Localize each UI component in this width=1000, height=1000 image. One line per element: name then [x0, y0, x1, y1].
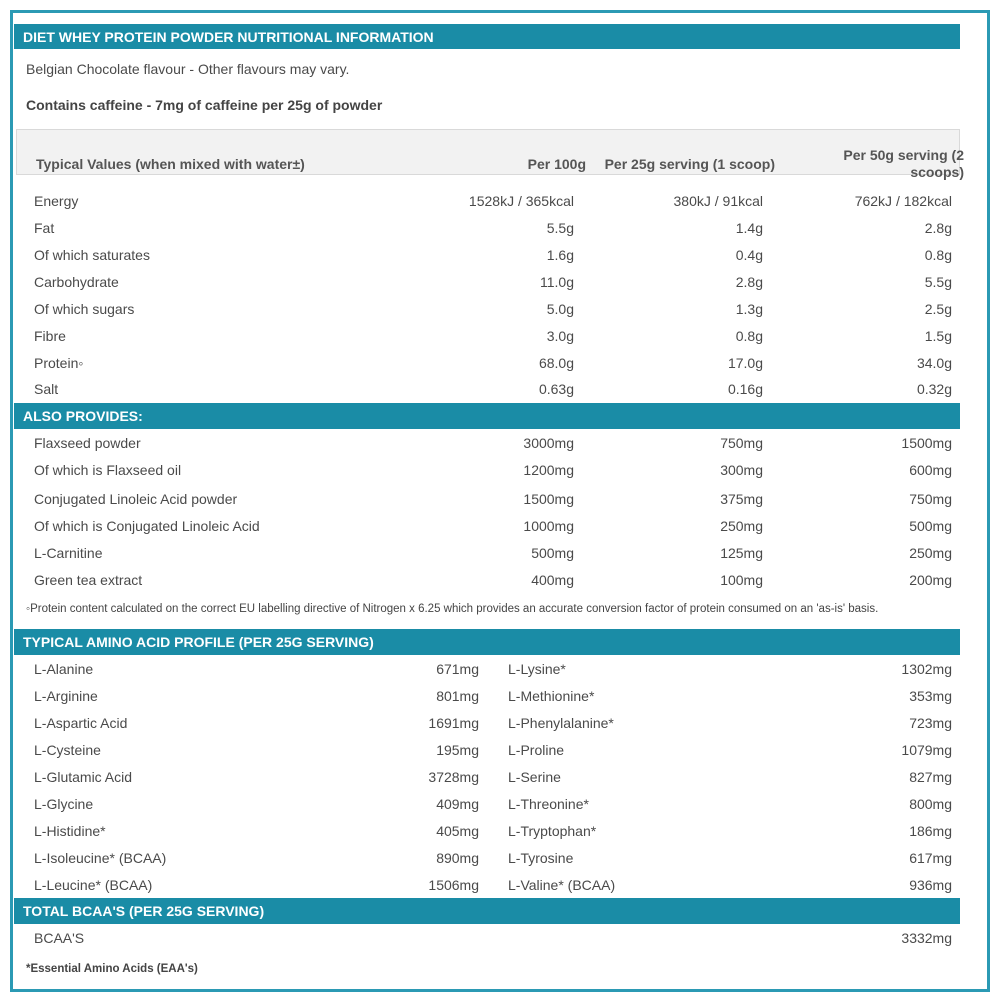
ingredient-label: Conjugated Linoleic Acid powder	[34, 490, 238, 507]
table-row	[14, 322, 960, 349]
table-row	[14, 187, 960, 214]
flavour-note: Belgian Chocolate flavour - Other flavours may vary.	[26, 61, 350, 77]
table-row	[14, 485, 960, 512]
amino-value-right: 936mg	[909, 876, 952, 893]
value-per-25g: 0.16g	[727, 380, 763, 397]
nutrient-label: Protein◦	[34, 354, 84, 371]
amino-value-right: 800mg	[909, 795, 952, 812]
header-per-50g-line1: Per 50g serving (2	[843, 147, 964, 163]
value-per-50g: 762kJ / 182kcal	[854, 192, 952, 209]
amino-name-left: L-Histidine*	[34, 822, 106, 839]
nutrient-label: Carbohydrate	[34, 273, 119, 290]
amino-value-right: 353mg	[909, 687, 952, 704]
ingredient-label: Of which is Conjugated Linoleic Acid	[34, 517, 260, 534]
nutrient-label: Of which sugars	[34, 300, 135, 317]
nutrient-label: Fibre	[34, 327, 66, 344]
bcaa-value: 3332mg	[901, 929, 952, 946]
value-per-100g: 3.0g	[546, 327, 574, 344]
bcaa-label: BCAA'S	[34, 929, 85, 946]
amino-value-left: 195mg	[436, 741, 479, 758]
value-per-25g: 380kJ / 91kcal	[673, 192, 763, 209]
amino-value-left: 890mg	[436, 849, 479, 866]
section-title-amino: TYPICAL AMINO ACID PROFILE (PER 25G SERVING)	[14, 629, 960, 655]
table-row	[14, 456, 960, 483]
amino-name-right: L-Serine	[508, 768, 561, 785]
value-per-100g: 68.0g	[538, 354, 574, 371]
amino-value-right: 617mg	[909, 849, 952, 866]
value-per-50g: 500mg	[909, 517, 952, 534]
table-row	[14, 512, 960, 539]
value-per-100g: 3000mg	[523, 434, 574, 451]
ingredient-label: Flaxseed powder	[34, 434, 141, 451]
amino-name-left: L-Leucine* (BCAA)	[34, 876, 153, 893]
header-per-50g	[843, 147, 964, 180]
table-row	[14, 817, 960, 844]
value-per-50g: 2.8g	[924, 219, 952, 236]
nutrient-label: Of which saturates	[34, 246, 150, 263]
nutrient-label: Energy	[34, 192, 79, 209]
value-per-25g: 375mg	[720, 490, 763, 507]
value-per-100g: 5.0g	[546, 300, 574, 317]
section-title-also-provides: ALSO PROVIDES:	[14, 403, 960, 429]
amino-value-left: 801mg	[436, 687, 479, 704]
value-per-100g: 0.63g	[538, 380, 574, 397]
nutrient-label: Salt	[34, 380, 59, 397]
amino-value-left: 1506mg	[428, 876, 479, 893]
table-row	[14, 268, 960, 295]
table-row	[14, 871, 960, 898]
amino-name-right: L-Tryptophan*	[508, 822, 597, 839]
amino-name-right: L-Threonine*	[508, 795, 589, 812]
protein-footnote: ◦Protein content calculated on the correct EU labelling directive of Nitrogen x 6.25 which provides an accurate conversion factor of protein consumed on an 'as-is' basis.	[26, 603, 879, 615]
eaa-footnote: *Essential Amino Acids (EAA's)	[26, 963, 198, 975]
amino-name-left: L-Glutamic Acid	[34, 768, 133, 785]
amino-name-left: L-Arginine	[34, 687, 98, 704]
section-title-nutrition: DIET WHEY PROTEIN POWDER NUTRITIONAL INFORMATION	[14, 24, 960, 49]
value-per-25g: 750mg	[720, 434, 763, 451]
value-per-50g: 0.8g	[924, 246, 952, 263]
value-per-100g: 1500mg	[523, 490, 574, 507]
amino-value-left: 1691mg	[428, 714, 479, 731]
ingredient-label: Of which is Flaxseed oil	[34, 461, 182, 478]
value-per-25g: 17.0g	[727, 354, 763, 371]
amino-value-left: 3728mg	[428, 768, 479, 785]
header-per-50g-line2: scoops)	[910, 164, 964, 180]
header-per-25g: Per 25g serving (1 scoop)	[604, 156, 775, 172]
ingredient-label: L-Carnitine	[34, 544, 103, 561]
value-per-25g: 2.8g	[735, 273, 763, 290]
amino-value-left: 409mg	[436, 795, 479, 812]
amino-value-right: 723mg	[909, 714, 952, 731]
amino-name-left: L-Isoleucine* (BCAA)	[34, 849, 167, 866]
table-row	[14, 429, 960, 456]
value-per-100g: 1528kJ / 365kcal	[468, 192, 574, 209]
nutrient-label: Fat	[34, 219, 55, 236]
value-per-25g: 1.3g	[735, 300, 763, 317]
value-per-50g: 250mg	[909, 544, 952, 561]
value-per-50g: 0.32g	[916, 380, 952, 397]
value-per-50g: 2.5g	[924, 300, 952, 317]
amino-name-right: L-Phenylalanine*	[508, 714, 614, 731]
table-row	[14, 763, 960, 790]
amino-value-left: 405mg	[436, 822, 479, 839]
value-per-100g: 500mg	[531, 544, 574, 561]
amino-value-right: 186mg	[909, 822, 952, 839]
value-per-50g: 600mg	[909, 461, 952, 478]
table-row	[14, 241, 960, 268]
amino-name-right: L-Methionine*	[508, 687, 595, 704]
value-per-50g: 750mg	[909, 490, 952, 507]
table-row	[14, 844, 960, 871]
value-per-50g: 1500mg	[901, 434, 952, 451]
amino-name-left: L-Alanine	[34, 660, 94, 677]
table-row	[14, 214, 960, 241]
value-per-100g: 400mg	[531, 571, 574, 588]
value-per-25g: 1.4g	[735, 219, 763, 236]
value-per-50g: 34.0g	[916, 354, 952, 371]
value-per-100g: 5.5g	[546, 219, 574, 236]
amino-value-left: 671mg	[436, 660, 479, 677]
value-per-100g: 1.6g	[546, 246, 574, 263]
value-per-100g: 1200mg	[523, 461, 574, 478]
value-per-50g: 200mg	[909, 571, 952, 588]
header-typical-values: Typical Values (when mixed with water±)	[36, 156, 305, 172]
section-title-bcaa: TOTAL BCAA'S (PER 25G SERVING)	[14, 898, 960, 924]
value-per-100g: 11.0g	[540, 273, 574, 290]
amino-value-right: 1302mg	[901, 660, 952, 677]
amino-name-right: L-Lysine*	[508, 660, 566, 677]
amino-name-left: L-Aspartic Acid	[34, 714, 128, 731]
amino-name-right: L-Tyrosine	[508, 849, 574, 866]
ingredient-label: Green tea extract	[34, 571, 143, 588]
value-per-25g: 125mg	[720, 544, 763, 561]
amino-name-right: L-Proline	[508, 741, 565, 758]
value-per-100g: 1000mg	[523, 517, 574, 534]
table-row	[14, 655, 960, 682]
value-per-25g: 0.8g	[735, 327, 763, 344]
caffeine-note: Contains caffeine - 7mg of caffeine per 25g of powder	[26, 97, 383, 113]
value-per-25g: 250mg	[720, 517, 763, 534]
amino-value-right: 827mg	[909, 768, 952, 785]
amino-name-right: L-Valine* (BCAA)	[508, 876, 616, 893]
amino-value-right: 1079mg	[901, 741, 952, 758]
table-row	[14, 375, 960, 402]
table-row	[14, 682, 960, 709]
value-per-50g: 1.5g	[924, 327, 952, 344]
value-per-25g: 100mg	[720, 571, 763, 588]
table-row	[14, 539, 960, 566]
amino-name-left: L-Glycine	[34, 795, 94, 812]
table-row	[14, 295, 960, 322]
table-row	[14, 736, 960, 763]
table-row	[14, 790, 960, 817]
bcaa-row	[14, 924, 960, 951]
header-per-100g: Per 100g	[527, 156, 586, 172]
table-row	[14, 709, 960, 736]
amino-name-left: L-Cysteine	[34, 741, 101, 758]
value-per-25g: 300mg	[720, 461, 763, 478]
table-row	[14, 566, 960, 593]
value-per-25g: 0.4g	[735, 246, 763, 263]
table-row	[14, 349, 960, 376]
value-per-50g: 5.5g	[924, 273, 952, 290]
